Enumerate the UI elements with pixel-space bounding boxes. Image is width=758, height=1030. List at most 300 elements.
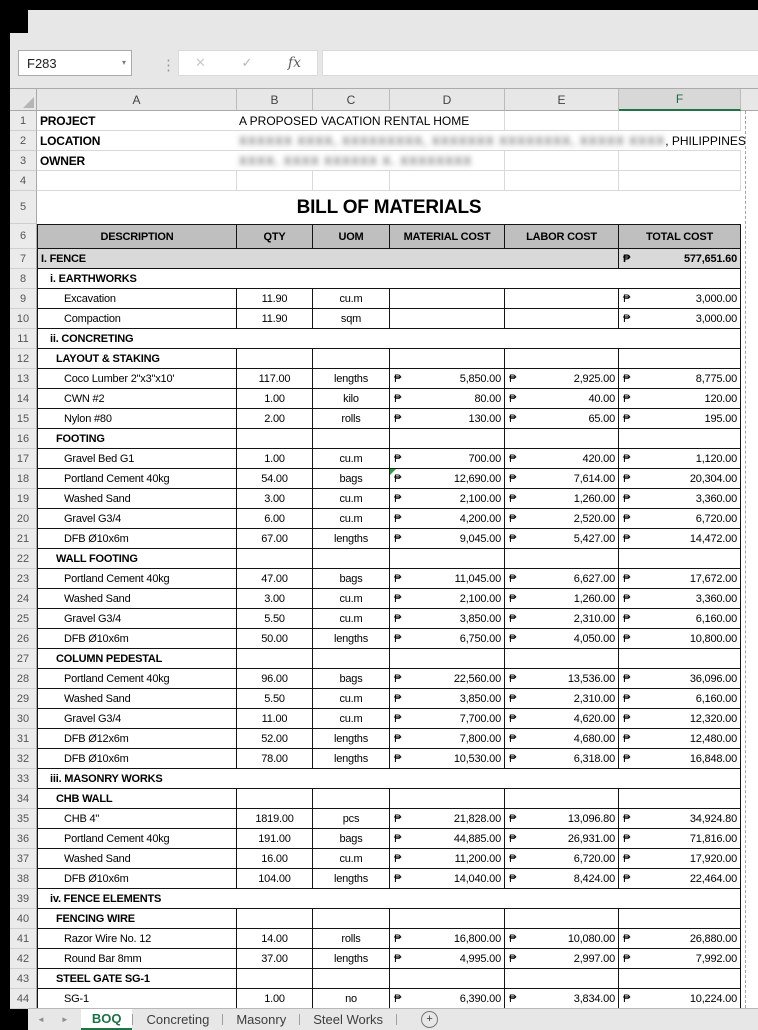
- item-material-cell[interactable]: [390, 289, 505, 309]
- item-uom-cell[interactable]: cu.m: [313, 489, 390, 509]
- row-header-22[interactable]: 22: [10, 549, 37, 569]
- peso-sign: ₱: [623, 692, 631, 705]
- cell[interactable]: [390, 909, 505, 929]
- select-all-button[interactable]: [10, 89, 37, 111]
- row-header-36[interactable]: 36: [10, 829, 37, 849]
- item-uom-cell[interactable]: lengths: [313, 369, 390, 389]
- item-uom-cell[interactable]: cu.m: [313, 289, 390, 309]
- item-labor-cell[interactable]: [505, 829, 619, 849]
- cell[interactable]: [237, 789, 313, 809]
- item-material-cell[interactable]: [390, 709, 505, 729]
- item-labor-cell[interactable]: [505, 629, 619, 649]
- row-header-2[interactable]: 2: [10, 131, 37, 151]
- item-desc-cell[interactable]: Washed Sand: [37, 849, 237, 869]
- cell-info-value[interactable]: [236, 131, 752, 150]
- item-uom-cell[interactable]: bags: [313, 469, 390, 489]
- group-cell[interactable]: iii. MASONRY WORKS: [37, 769, 741, 789]
- item-qty-cell[interactable]: 14.00: [237, 929, 313, 949]
- item-material-cell[interactable]: [390, 869, 505, 889]
- row-header-29[interactable]: 29: [10, 689, 37, 709]
- item-labor-cell[interactable]: [505, 409, 619, 429]
- item-uom-cell[interactable]: no: [313, 989, 390, 1009]
- item-desc-cell[interactable]: Gravel G3/4: [37, 709, 237, 729]
- item-material-cell[interactable]: [390, 809, 505, 829]
- item-labor-cell[interactable]: [505, 949, 619, 969]
- item-total-cell[interactable]: [619, 609, 741, 629]
- cell[interactable]: [237, 549, 313, 569]
- item-uom-cell[interactable]: lengths: [313, 749, 390, 769]
- item-qty-cell[interactable]: 37.00: [237, 949, 313, 969]
- item-qty-cell[interactable]: 191.00: [237, 829, 313, 849]
- item-total-cell[interactable]: [619, 949, 741, 969]
- row-header-43[interactable]: 43: [10, 969, 37, 989]
- item-uom-cell[interactable]: kilo: [313, 389, 390, 409]
- item-total-cell[interactable]: [619, 689, 741, 709]
- cell[interactable]: [505, 789, 619, 809]
- item-labor-cell[interactable]: [505, 749, 619, 769]
- sheet-tab-concreting[interactable]: Concreting: [146, 1012, 210, 1027]
- item-uom-cell[interactable]: rolls: [313, 929, 390, 949]
- item-total-cell[interactable]: [619, 589, 741, 609]
- item-qty-cell[interactable]: 1.00: [237, 449, 313, 469]
- sheet-row-6: [10, 224, 758, 249]
- item-material-cell[interactable]: [390, 629, 505, 649]
- tab-scroll-right-icon[interactable]: ►: [60, 1015, 69, 1024]
- cell[interactable]: [505, 549, 619, 569]
- item-desc-cell[interactable]: Gravel G3/4: [37, 509, 237, 529]
- item-qty-cell[interactable]: 1.00: [237, 989, 313, 1009]
- group-cell[interactable]: COLUMN PEDESTAL: [37, 649, 237, 669]
- item-qty-cell[interactable]: 78.00: [237, 749, 313, 769]
- row-header-6[interactable]: 6: [10, 224, 37, 249]
- item-material-cell[interactable]: [390, 569, 505, 589]
- item-total-cell[interactable]: [619, 929, 741, 949]
- item-labor-cell[interactable]: [505, 289, 619, 309]
- item-material-cell[interactable]: [390, 929, 505, 949]
- cell-info-value[interactable]: [236, 151, 478, 170]
- item-total-cell[interactable]: [619, 409, 741, 429]
- row-header-40[interactable]: 40: [10, 909, 37, 929]
- group-cell[interactable]: FENCING WIRE: [37, 909, 237, 929]
- row-header-15[interactable]: 15: [10, 409, 37, 429]
- item-desc-cell[interactable]: DFB Ø12x6m: [37, 729, 237, 749]
- item-total-cell[interactable]: [619, 749, 741, 769]
- item-uom-cell[interactable]: lengths: [313, 629, 390, 649]
- sheet-tab-boq[interactable]: BOQ: [81, 1009, 133, 1030]
- group-cell[interactable]: CHB WALL: [37, 789, 237, 809]
- row-header-11[interactable]: 11: [10, 329, 37, 349]
- row-header-3[interactable]: 3: [10, 151, 37, 171]
- row-header-16[interactable]: 16: [10, 429, 37, 449]
- cell[interactable]: [390, 349, 505, 369]
- item-total-cell[interactable]: [619, 989, 741, 1009]
- item-qty-cell[interactable]: 16.00: [237, 849, 313, 869]
- row-header-18[interactable]: 18: [10, 469, 37, 489]
- cell[interactable]: [390, 549, 505, 569]
- item-uom-cell[interactable]: rolls: [313, 409, 390, 429]
- group-cell[interactable]: iv. FENCE ELEMENTS: [37, 889, 741, 909]
- column-header-e[interactable]: E: [505, 89, 619, 111]
- cell[interactable]: [237, 969, 313, 989]
- item-material-cell[interactable]: [390, 529, 505, 549]
- item-labor-cell[interactable]: [505, 389, 619, 409]
- item-desc-cell[interactable]: Washed Sand: [37, 489, 237, 509]
- item-qty-cell[interactable]: 67.00: [237, 529, 313, 549]
- row-header-28[interactable]: 28: [10, 669, 37, 689]
- item-material-cell[interactable]: [390, 369, 505, 389]
- item-desc-cell[interactable]: Washed Sand: [37, 689, 237, 709]
- cell[interactable]: [313, 649, 390, 669]
- cell[interactable]: [619, 549, 741, 569]
- item-total-cell[interactable]: [619, 629, 741, 649]
- name-box[interactable]: [18, 50, 132, 76]
- item-labor-cell[interactable]: [505, 809, 619, 829]
- item-total-cell[interactable]: [619, 489, 741, 509]
- item-material-cell[interactable]: [390, 489, 505, 509]
- cell[interactable]: [505, 349, 619, 369]
- row-header-21[interactable]: 21: [10, 529, 37, 549]
- item-uom-cell[interactable]: bags: [313, 569, 390, 589]
- cell[interactable]: [619, 789, 741, 809]
- cell[interactable]: [619, 171, 741, 191]
- item-material-cell[interactable]: [390, 689, 505, 709]
- cell[interactable]: [390, 171, 505, 191]
- item-desc-cell[interactable]: DFB Ø10x6m: [37, 529, 237, 549]
- item-uom-cell[interactable]: lengths: [313, 729, 390, 749]
- formula-bar-separator-icon[interactable]: ⋮: [161, 57, 176, 74]
- item-desc-cell[interactable]: DFB Ø10x6m: [37, 629, 237, 649]
- item-total-cell[interactable]: [619, 389, 741, 409]
- cell[interactable]: [505, 429, 619, 449]
- item-qty-cell[interactable]: 5.50: [237, 609, 313, 629]
- section-total-cell[interactable]: [619, 249, 741, 269]
- item-qty-cell[interactable]: 5.50: [237, 689, 313, 709]
- row-header-44[interactable]: 44: [10, 989, 37, 1009]
- group-cell[interactable]: LAYOUT & STAKING: [37, 349, 237, 369]
- add-sheet-button[interactable]: [421, 1011, 438, 1028]
- column-header-f[interactable]: F: [619, 89, 741, 111]
- item-total-cell[interactable]: [619, 709, 741, 729]
- cell[interactable]: [619, 349, 741, 369]
- cell[interactable]: [619, 111, 741, 131]
- item-material-cell[interactable]: [390, 309, 505, 329]
- cell-info-label[interactable]: OWNER: [37, 151, 237, 171]
- item-uom-cell[interactable]: cu.m: [313, 609, 390, 629]
- header-cell[interactable]: QTY: [237, 224, 313, 249]
- item-material-cell[interactable]: [390, 749, 505, 769]
- item-qty-cell[interactable]: 52.00: [237, 729, 313, 749]
- row-header-8[interactable]: 8: [10, 269, 37, 289]
- item-desc-cell[interactable]: Washed Sand: [37, 589, 237, 609]
- cell[interactable]: [505, 969, 619, 989]
- item-total-cell[interactable]: [619, 529, 741, 549]
- item-qty-cell[interactable]: 47.00: [237, 569, 313, 589]
- item-uom-cell[interactable]: cu.m: [313, 589, 390, 609]
- item-total-cell[interactable]: [619, 449, 741, 469]
- header-cell[interactable]: LABOR COST: [505, 224, 619, 249]
- cell[interactable]: [237, 429, 313, 449]
- row-header-42[interactable]: 42: [10, 949, 37, 969]
- tab-scroll-left-icon[interactable]: ◄: [37, 1015, 45, 1024]
- row-header-12[interactable]: 12: [10, 349, 37, 369]
- item-total-cell[interactable]: [619, 869, 741, 889]
- cell[interactable]: [237, 349, 313, 369]
- item-total-cell[interactable]: [619, 369, 741, 389]
- cell[interactable]: [237, 649, 313, 669]
- item-material-cell[interactable]: [390, 469, 505, 489]
- item-qty-cell[interactable]: 104.00: [237, 869, 313, 889]
- row-header-38[interactable]: 38: [10, 869, 37, 889]
- item-total-cell[interactable]: [619, 289, 741, 309]
- cell[interactable]: [313, 171, 390, 191]
- item-labor-cell[interactable]: [505, 989, 619, 1009]
- row-header-33[interactable]: 33: [10, 769, 37, 789]
- cell[interactable]: [390, 969, 505, 989]
- item-uom-cell[interactable]: lengths: [313, 949, 390, 969]
- title-cell[interactable]: BILL OF MATERIALS: [296, 196, 482, 218]
- row-header-26[interactable]: 26: [10, 629, 37, 649]
- item-material-cell[interactable]: [390, 609, 505, 629]
- cell[interactable]: [390, 429, 505, 449]
- item-total-cell[interactable]: [619, 509, 741, 529]
- group-cell[interactable]: WALL FOOTING: [37, 549, 237, 569]
- item-uom-cell[interactable]: cu.m: [313, 849, 390, 869]
- cell[interactable]: [313, 429, 390, 449]
- cell[interactable]: [313, 909, 390, 929]
- item-qty-cell[interactable]: 50.00: [237, 629, 313, 649]
- cell[interactable]: [390, 649, 505, 669]
- column-header-c[interactable]: C: [313, 89, 390, 111]
- row-header-9[interactable]: 9: [10, 289, 37, 309]
- header-cell[interactable]: TOTAL COST: [619, 224, 741, 249]
- item-qty-cell[interactable]: 11.90: [237, 309, 313, 329]
- header-cell[interactable]: UOM: [313, 224, 390, 249]
- amount: 17,920.00: [689, 852, 737, 865]
- item-qty-cell[interactable]: 1819.00: [237, 809, 313, 829]
- cell[interactable]: [390, 789, 505, 809]
- item-labor-cell[interactable]: [505, 489, 619, 509]
- column-header-a[interactable]: A: [37, 89, 237, 111]
- group-cell[interactable]: ii. CONCRETING: [37, 329, 741, 349]
- item-desc-cell[interactable]: CHB 4": [37, 809, 237, 829]
- item-labor-cell[interactable]: [505, 929, 619, 949]
- item-material-cell[interactable]: [390, 989, 505, 1009]
- item-qty-cell[interactable]: 3.00: [237, 589, 313, 609]
- cell[interactable]: [619, 969, 741, 989]
- cell-info-label[interactable]: PROJECT: [37, 111, 237, 131]
- item-qty-cell[interactable]: 2.00: [237, 409, 313, 429]
- row-header-34[interactable]: 34: [10, 789, 37, 809]
- peso-sign: ₱: [623, 872, 631, 885]
- item-qty-cell[interactable]: 3.00: [237, 489, 313, 509]
- row-header-27[interactable]: 27: [10, 649, 37, 669]
- item-uom-cell[interactable]: sqm: [313, 309, 390, 329]
- item-desc-cell[interactable]: CWN #2: [37, 389, 237, 409]
- item-labor-cell[interactable]: [505, 849, 619, 869]
- item-labor-cell[interactable]: [505, 369, 619, 389]
- item-qty-cell[interactable]: 96.00: [237, 669, 313, 689]
- item-qty-cell[interactable]: 54.00: [237, 469, 313, 489]
- item-desc-cell[interactable]: Gravel G3/4: [37, 609, 237, 629]
- item-desc-cell[interactable]: Round Bar 8mm: [37, 949, 237, 969]
- cell[interactable]: [237, 171, 313, 191]
- row-header-13[interactable]: 13: [10, 369, 37, 389]
- cell[interactable]: [313, 349, 390, 369]
- item-uom-cell[interactable]: lengths: [313, 869, 390, 889]
- item-labor-cell[interactable]: [505, 569, 619, 589]
- item-material-cell[interactable]: [390, 389, 505, 409]
- column-header-b[interactable]: B: [237, 89, 313, 111]
- item-desc-cell[interactable]: Compaction: [37, 309, 237, 329]
- item-labor-cell[interactable]: [505, 509, 619, 529]
- cell[interactable]: [505, 171, 619, 191]
- item-total-cell[interactable]: [619, 809, 741, 829]
- row-header-39[interactable]: 39: [10, 889, 37, 909]
- item-uom-cell[interactable]: cu.m: [313, 449, 390, 469]
- row-header-25[interactable]: 25: [10, 609, 37, 629]
- cell[interactable]: [619, 151, 741, 171]
- item-qty-cell[interactable]: 11.90: [237, 289, 313, 309]
- item-desc-cell[interactable]: Razor Wire No. 12: [37, 929, 237, 949]
- cell[interactable]: [619, 429, 741, 449]
- item-desc-cell[interactable]: DFB Ø10x6m: [37, 869, 237, 889]
- row-header-41[interactable]: 41: [10, 929, 37, 949]
- group-cell[interactable]: FOOTING: [37, 429, 237, 449]
- item-uom-cell[interactable]: bags: [313, 669, 390, 689]
- item-uom-cell[interactable]: cu.m: [313, 709, 390, 729]
- column-header-d[interactable]: D: [390, 89, 505, 111]
- name-box-dropdown-icon[interactable]: ▾: [121, 58, 126, 67]
- item-material-cell[interactable]: [390, 589, 505, 609]
- item-labor-cell[interactable]: [505, 669, 619, 689]
- item-labor-cell[interactable]: [505, 609, 619, 629]
- formula-input[interactable]: [322, 50, 758, 76]
- row-header-30[interactable]: 30: [10, 709, 37, 729]
- item-desc-cell[interactable]: SG-1: [37, 989, 237, 1009]
- item-uom-cell[interactable]: lengths: [313, 529, 390, 549]
- group-cell[interactable]: i. EARTHWORKS: [37, 269, 741, 289]
- row-header-31[interactable]: 31: [10, 729, 37, 749]
- item-labor-cell[interactable]: [505, 589, 619, 609]
- sheet-tab-steel-works[interactable]: Steel Works: [313, 1012, 384, 1027]
- row-header-7[interactable]: 7: [10, 249, 37, 269]
- item-labor-cell[interactable]: [505, 309, 619, 329]
- cell[interactable]: [505, 111, 619, 131]
- row-header-10[interactable]: 10: [10, 309, 37, 329]
- cell-info-label[interactable]: LOCATION: [37, 131, 237, 151]
- cell[interactable]: [505, 909, 619, 929]
- cell[interactable]: [619, 909, 741, 929]
- item-material-cell[interactable]: [390, 409, 505, 429]
- item-uom-cell[interactable]: cu.m: [313, 689, 390, 709]
- row-header-35[interactable]: 35: [10, 809, 37, 829]
- cancel-icon[interactable]: ✕: [195, 55, 206, 70]
- cell[interactable]: [313, 789, 390, 809]
- row-header-19[interactable]: 19: [10, 489, 37, 509]
- item-qty-cell[interactable]: 1.00: [237, 389, 313, 409]
- row-header-5[interactable]: 5: [10, 191, 37, 224]
- row-header-1[interactable]: 1: [10, 111, 37, 131]
- item-desc-cell[interactable]: Portland Cement 40kg: [37, 569, 237, 589]
- group-cell[interactable]: STEEL GATE SG-1: [37, 969, 237, 989]
- cell-info-value[interactable]: A PROPOSED VACATION RENTAL HOME: [236, 111, 475, 130]
- cell[interactable]: [505, 649, 619, 669]
- item-labor-cell[interactable]: [505, 709, 619, 729]
- section-cell[interactable]: I. FENCE: [37, 249, 619, 269]
- item-uom-cell[interactable]: bags: [313, 829, 390, 849]
- row-header-17[interactable]: 17: [10, 449, 37, 469]
- item-total-cell[interactable]: [619, 669, 741, 689]
- amount: 13,096.80: [567, 812, 615, 825]
- item-desc-cell[interactable]: Portland Cement 40kg: [37, 469, 237, 489]
- item-material-cell[interactable]: [390, 729, 505, 749]
- item-total-cell[interactable]: [619, 309, 741, 329]
- cell[interactable]: [313, 549, 390, 569]
- peso-sign: ₱: [394, 492, 402, 505]
- item-total-cell[interactable]: [619, 469, 741, 489]
- row-header-23[interactable]: 23: [10, 569, 37, 589]
- item-material-cell[interactable]: [390, 849, 505, 869]
- cell[interactable]: [505, 151, 619, 171]
- item-material-cell[interactable]: [390, 669, 505, 689]
- cell[interactable]: [237, 909, 313, 929]
- item-total-cell[interactable]: [619, 569, 741, 589]
- item-labor-cell[interactable]: [505, 469, 619, 489]
- item-material-cell[interactable]: [390, 949, 505, 969]
- item-desc-cell[interactable]: DFB Ø10x6m: [37, 749, 237, 769]
- header-cell[interactable]: DESCRIPTION: [37, 224, 237, 249]
- row-header-4[interactable]: 4: [10, 171, 37, 191]
- cell[interactable]: [619, 649, 741, 669]
- item-desc-cell[interactable]: Portland Cement 40kg: [37, 829, 237, 849]
- item-labor-cell[interactable]: [505, 729, 619, 749]
- cell[interactable]: [37, 171, 237, 191]
- cell[interactable]: [313, 969, 390, 989]
- insert-function-icon[interactable]: fx: [287, 55, 301, 71]
- item-desc-cell[interactable]: Excavation: [37, 289, 237, 309]
- amount: 6,160.00: [695, 612, 737, 625]
- item-desc-cell[interactable]: Gravel Bed G1: [37, 449, 237, 469]
- item-uom-cell[interactable]: cu.m: [313, 509, 390, 529]
- item-uom-cell[interactable]: pcs: [313, 809, 390, 829]
- item-material-cell[interactable]: [390, 449, 505, 469]
- header-cell[interactable]: MATERIAL COST: [390, 224, 505, 249]
- row-header-32[interactable]: 32: [10, 749, 37, 769]
- item-desc-cell[interactable]: Nylon #80: [37, 409, 237, 429]
- row-header-24[interactable]: 24: [10, 589, 37, 609]
- item-total-cell[interactable]: [619, 849, 741, 869]
- enter-icon[interactable]: ✓: [241, 55, 253, 70]
- item-qty-cell[interactable]: 117.00: [237, 369, 313, 389]
- item-qty-cell[interactable]: 6.00: [237, 509, 313, 529]
- item-labor-cell[interactable]: [505, 689, 619, 709]
- peso-sign: ₱: [509, 732, 517, 745]
- item-total-cell[interactable]: [619, 729, 741, 749]
- item-material-cell[interactable]: [390, 829, 505, 849]
- item-qty-cell[interactable]: 11.00: [237, 709, 313, 729]
- row-header-14[interactable]: 14: [10, 389, 37, 409]
- item-total-cell[interactable]: [619, 829, 741, 849]
- item-labor-cell[interactable]: [505, 869, 619, 889]
- sheet-tab-masonry[interactable]: Masonry: [236, 1012, 287, 1027]
- row-header-20[interactable]: 20: [10, 509, 37, 529]
- item-material-cell[interactable]: [390, 509, 505, 529]
- item-desc-cell[interactable]: Coco Lumber 2"x3"x10': [37, 369, 237, 389]
- item-labor-cell[interactable]: [505, 529, 619, 549]
- item-desc-cell[interactable]: Portland Cement 40kg: [37, 669, 237, 689]
- item-labor-cell[interactable]: [505, 449, 619, 469]
- row-header-37[interactable]: 37: [10, 849, 37, 869]
